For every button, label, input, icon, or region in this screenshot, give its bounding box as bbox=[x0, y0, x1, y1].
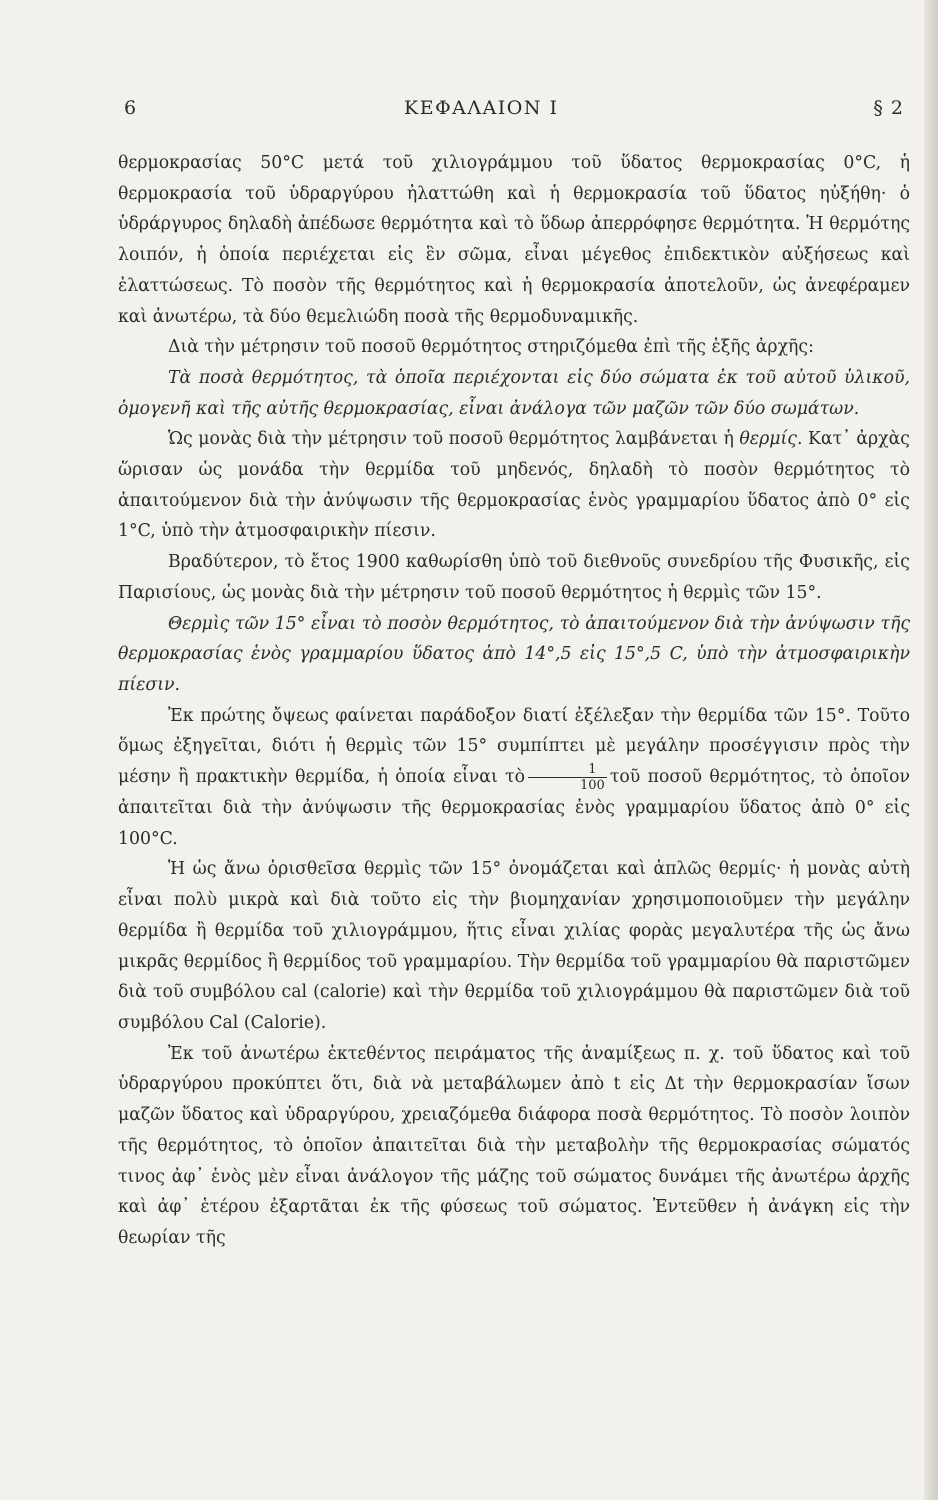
page-edge bbox=[924, 0, 938, 1500]
paragraph-2: Διὰ τὴν μέτρησιν τοῦ ποσοῦ θερμότητος στηριζόμεθα ἐπὶ τῆς ἑξῆς ἀρχῆς: bbox=[168, 337, 814, 358]
running-head bbox=[118, 97, 908, 127]
paragraph-1900: Βραδύτερον, τὸ ἔτος 1900 καθωρίσθη ὑπὸ τοῦ διεθνοῦς συνεδρίου τῆς Φυσικῆς, εἰς Παρισίους, ὡς μονὰς διὰ τὴν μέτρησιν τοῦ ποσοῦ θερμότητος ἡ θερμὶς τῶν 15°. bbox=[118, 552, 910, 603]
paragraph-text: Ὡς μονὰς διὰ τὴν μέτρησιν τοῦ ποσοῦ θερμότητος λαμβάνεται ἡ bbox=[168, 429, 740, 450]
paragraph-explanation bbox=[118, 701, 910, 855]
fraction bbox=[528, 762, 607, 793]
paragraph-large-calorie: Ἡ ὡς ἄνω ὁρισθεῖσα θερμὶς τῶν 15° ὀνομάζεται καὶ ἁπλῶς θερμίς· ἡ μονὰς αὐτὴ εἶναι πολὺ μικρὰ καὶ διὰ τοῦτο εἰς τὴν βιομηχανίαν χρησιμοποιοῦμεν τὴν μεγάλην θερμίδα ἢ θερμίδα τοῦ χιλιογράμμου, ἥτις εἶναι χιλίας φορὰς μεγαλυτέρα τῆς ὡς ἄνω μικρᾶς θερμίδος ἢ θερμίδος τοῦ γραμμαρίου. Τὴν θερμίδα τοῦ γραμμαρίου θὰ παριστῶμεν διὰ τοῦ συμβόλου cal (calorie) καὶ τὴν θερμίδα τοῦ χιλιογράμμου θὰ παριστῶμεν διὰ τοῦ συμβόλου Cal (Calorie). bbox=[118, 859, 910, 1033]
term-thermis: θερμίς bbox=[739, 429, 797, 450]
section-number: § 2 bbox=[873, 97, 904, 119]
paragraph-unit-definition bbox=[118, 424, 910, 547]
paragraph-1: θερμοκρασίας 50°C μετά τοῦ χιλιογράμμου τοῦ ὕδατος θερμοκρασίας 0°C, ἡ θερμοκρασία τοῦ ὑδραργύρου ἠλαττώθη καὶ ἡ θερμοκρασία τοῦ ὕδατος ηὐξήθη· ὁ ὑδράργυρος δηλαδὴ ἀπέδωσε θερμότητα καὶ τὸ ὕδωρ ἀπερρόφησε θερμότητα. Ἡ θερμότης λοιπόν, ἡ ὁποία περιέχεται εἰς ἓν σῶμα, εἶναι μέγεθος ἐπιδεκτικὸν αὐξήσεως καὶ ἐλαττώσεως. Τὸ ποσὸν τῆς θερμότητος καὶ ἡ θερμοκρασία ἀποτελοῦν, ὡς ἀνεφέραμεν καὶ ἀνωτέρω, τὰ δύο θεμελιώδη ποσὰ τῆς θερμοδυναμικῆς. bbox=[118, 153, 910, 327]
chapter-title: ΚΕΦΑΛΑΙΟΝ Ι bbox=[404, 97, 559, 119]
body-text bbox=[118, 148, 910, 1254]
fraction-denominator: 100 bbox=[580, 778, 605, 794]
paragraph-text: . Κατ᾿ ἀρχὰς ὥρισαν ὡς μονάδα τὴν θερμίδα τοῦ μηδενός, δηλαδὴ τὸ ποσὸν θερμότητος τὸ ἀπαιτούμενον διὰ τὴν ἀνύψωσιν τῆς θερμοκρασίας ἑνὸς γραμμαρίου ὕδατος ἀπὸ 0° εἰς 1°C, ὑπὸ τὴν ἀτμοσφαιρικὴν πίεσιν. bbox=[118, 429, 910, 542]
paragraph-text: Ἐκ πρώτης ὄψεως φαίνεται παράδοξον διατί ἐξέλεξαν τὴν θερμίδα τῶν 15°. Τοῦτο ὅμως ἐξηγεῖται, διότι ἡ θερμὶς τῶν 15° συμπίπτει μὲ μεγάλην προσέγγισιν πρὸς τὴν μέσην ἢ πρακτικὴν θερμίδα, ἡ ὁποία εἶναι τὸ bbox=[118, 705, 910, 788]
principle-statement: Τὰ ποσὰ θερμότητος, τὰ ὁποῖα περιέχονται εἰς δύο σώματα ἐκ τοῦ αὐτοῦ ὑλικοῦ, ὁμογενῆ καὶ τῆς αὐτῆς θερμοκρασίας, εἶναι ἀνάλογα τῶν μαζῶν τῶν δύο σωμάτων. bbox=[118, 367, 910, 419]
definition-15-degree-calorie: Θερμὶς τῶν 15° εἶναι τὸ ποσὸν θερμότητος, τὸ ἀπαιτούμενον διὰ τὴν ἀνύψωσιν τῆς θερμοκρασίας ἑνὸς γραμμαρίου ὕδατος ἀπὸ 14°,5 εἰς 15°,5 C, ὑπὸ τὴν ἀτμοσφαιρικὴν πίεσιν. bbox=[118, 613, 910, 695]
fraction-numerator: 1 bbox=[528, 762, 607, 778]
page-number: 6 bbox=[124, 97, 138, 119]
paragraph-mixing: Ἐκ τοῦ ἀνωτέρω ἐκτεθέντος πειράματος τῆς ἀναμίξεως π. χ. τοῦ ὕδατος καὶ τοῦ ὑδραργύρου προκύπτει ὅτι, διὰ νὰ μεταβάλωμεν ἀπὸ t εἰς Δt τὴν θερμοκρασίαν ἴσων μαζῶν ὕδατος καὶ ὑδραργύρου, χρειαζόμεθα διάφορα ποσὰ θερμότητος. Τὸ ποσὸν λοιπὸν τῆς θερμότητος, τὸ ὁποῖον ἀπαιτεῖται διὰ τὴν μεταβολὴν τῆς θερμοκρασίας σώματός τινος ἀφ᾿ ἑνὸς μὲν εἶναι ἀνάλογον τῆς μάζης τοῦ σώματος δυνάμει τῆς ἀνωτέρω ἀρχῆς καὶ ἀφ᾿ ἑτέρου ἐξαρτᾶται ἐκ τῆς φύσεως τοῦ σώματος. Ἐντεῦθεν ἡ ἀνάγκη εἰς τὴν θεωρίαν τῆς bbox=[118, 1043, 910, 1248]
paragraph-text: τοῦ ποσοῦ θερμότητος, τὸ ὁποῖον ἀπαιτεῖται διὰ τὴν ἀνύψωσιν τῆς θερμοκρασίας ἑνὸς γραμμαρίου ὕδατος ἀπὸ 0° εἰς 100°C. bbox=[118, 767, 910, 849]
